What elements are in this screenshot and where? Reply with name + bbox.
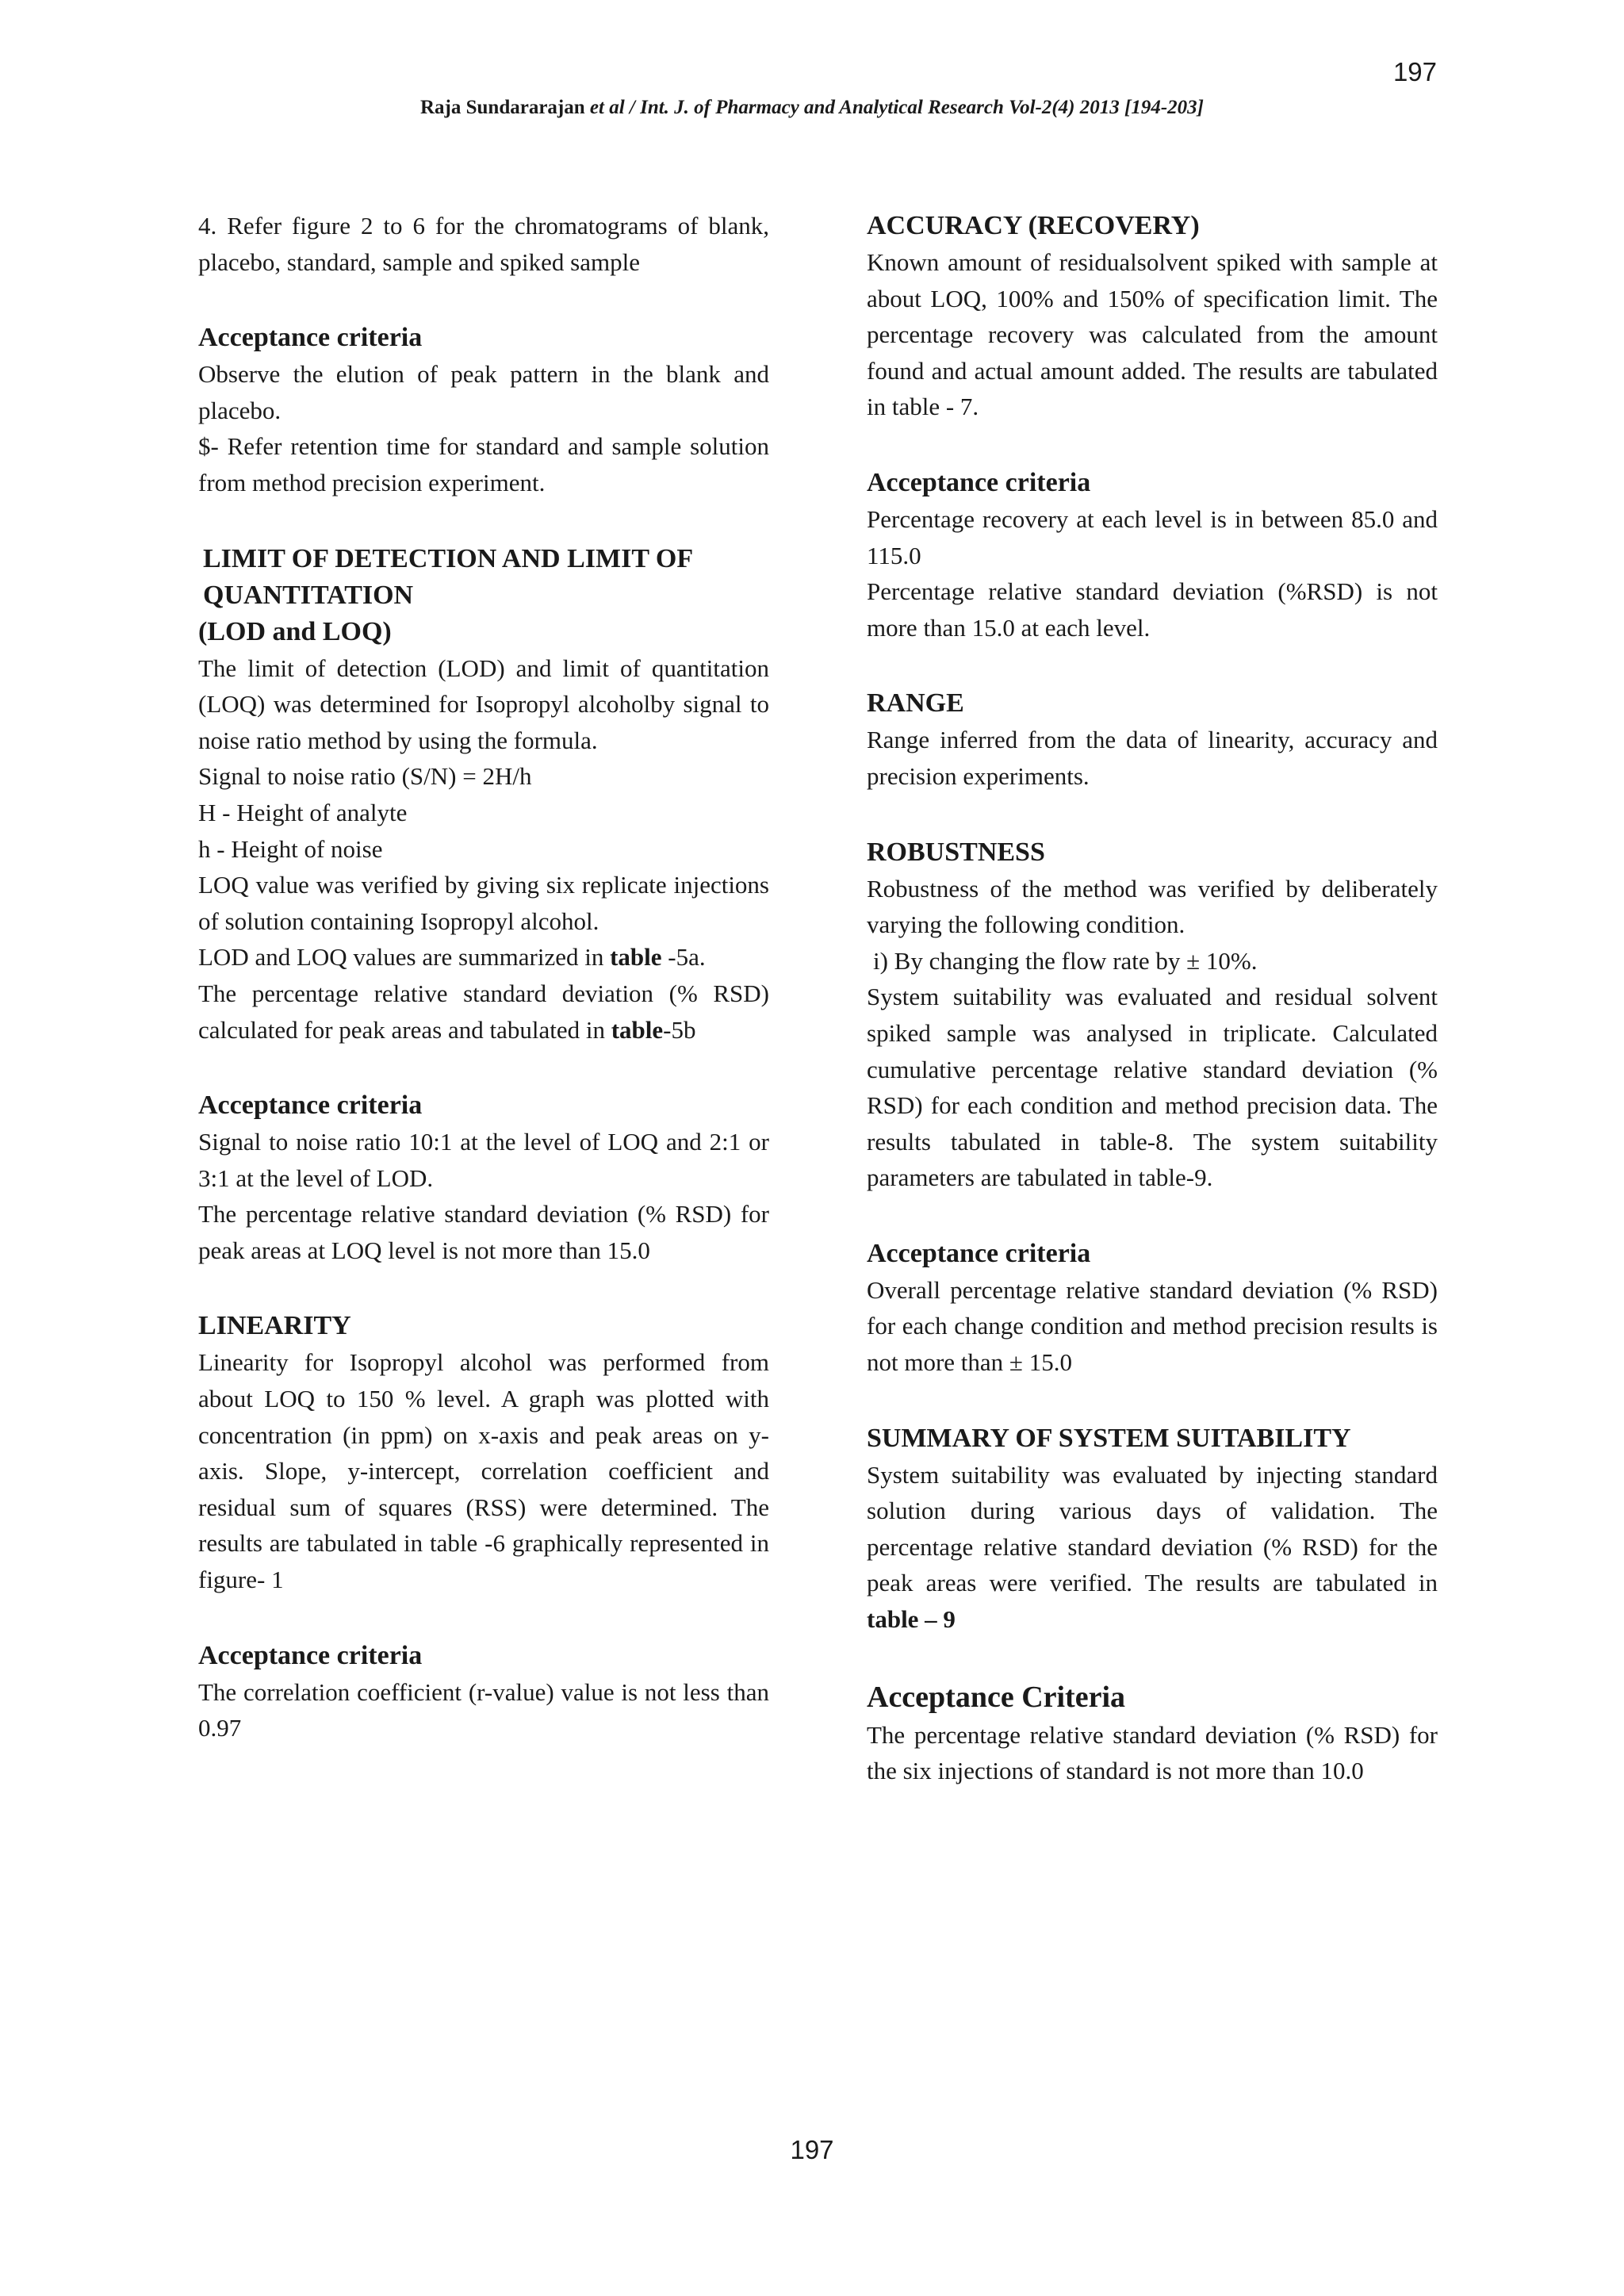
paragraph: The percentage relative standard deviation (% RSD) for peak areas at LOQ level is not more than 15.0	[198, 1200, 769, 1264]
section-heading: Acceptance criteria	[198, 323, 423, 353]
section-heading: Acceptance Criteria	[867, 1680, 1126, 1714]
paragraph: Known amount of residualsolvent spiked with sample at about LOQ, 100% and 150% of specification limit. The percentage recovery was calculated from the amount found and actual amount added. The results are tabulated in table - 7.	[867, 248, 1438, 421]
section-heading: QUANTITATION	[203, 580, 414, 610]
running-head-journal: et al / Int. J. of Pharmacy and Analytical Research	[589, 97, 1004, 118]
page-number-top: 197	[1392, 57, 1437, 86]
section-heading: ROBUSTNESS	[867, 837, 1045, 867]
paragraph: Range inferred from the data of linearity, accuracy and precision experiments.	[867, 726, 1438, 790]
section-heading: LIMIT OF DETECTION AND LIMIT OF	[203, 543, 694, 573]
left-column	[198, 208, 769, 1746]
section-heading: Acceptance criteria	[867, 467, 1091, 497]
paragraph: $- Refer retention time for standard and sample solution from method precision experiment.	[198, 432, 769, 496]
section-heading: RANGE	[867, 688, 964, 719]
paragraph: h - Height of noise	[198, 834, 383, 863]
paragraph: The percentage relative standard deviation (% RSD) calculated for peak areas and tabulated in table-5b	[198, 979, 769, 1044]
paragraph: System suitability was evaluated by injecting standard solution during various days of validation. The percentage relative standard deviation (% RSD) for the peak areas were verified. The results are tabulated in table – 9	[867, 1460, 1438, 1634]
paragraph: Linearity for Isopropyl alcohol was performed from about LOQ to 150 % level. A graph was plotted with concentration (in ppm) on x-axis and peak areas on y-axis. Slope, y-intercept, correlation coefficient and residual sum of squares (RSS) were determined. The results are tabulated in table -6 graphically represented in figure- 1	[198, 1348, 769, 1594]
page-number-bottom: 197	[790, 2135, 834, 2164]
section-heading: ACCURACY (RECOVERY)	[867, 211, 1200, 240]
paragraph: Overall percentage relative standard deviation (% RSD) for each change condition and method precision results is not more than ± 15.0	[867, 1275, 1438, 1377]
section-heading: (LOD and LOQ)	[198, 616, 392, 646]
section-heading: SUMMARY OF SYSTEM SUITABILITY	[867, 1423, 1351, 1453]
list-item: i) By changing the flow rate by ± 10%.	[873, 946, 1258, 975]
running-head	[0, 97, 1624, 119]
paragraph: LOD and LOQ values are summarized in table -5a.	[198, 943, 706, 972]
paragraph: The limit of detection (LOD) and limit of quantitation (LOQ) was determined for Isopropyl alcoholby signal to noise ratio method by using the formula.	[198, 654, 769, 754]
right-column	[867, 208, 1438, 1789]
paragraph: 4. Refer figure 2 to 6 for the chromatograms of blank, placebo, standard, sample and spiked sample	[198, 212, 769, 276]
paragraph: Percentage recovery at each level is in between 85.0 and 115.0	[867, 504, 1438, 569]
paragraph: Signal to noise ratio (S/N) = 2H/h	[198, 762, 532, 791]
section-heading: LINEARITY	[198, 1311, 351, 1341]
paragraph: Percentage relative standard deviation (%RSD) is not more than 15.0 at each level.	[867, 577, 1438, 642]
section-heading: Acceptance criteria	[198, 1640, 423, 1670]
paragraph: LOQ value was verified by giving six replicate injections of solution containing Isopropyl alcohol.	[198, 871, 769, 935]
section-heading: Acceptance criteria	[198, 1091, 423, 1121]
paragraph: Observe the elution of peak pattern in the blank and placebo.	[198, 360, 769, 424]
paragraph: Robustness of the method was verified by deliberately varying the following condition.	[867, 874, 1438, 939]
section-heading: Acceptance criteria	[867, 1238, 1091, 1268]
running-head-volume: Vol-2(4) 2013 [194-203]	[1003, 97, 1204, 118]
paragraph: Signal to noise ratio 10:1 at the level of LOQ and 2:1 or 3:1 at the level of LOD.	[198, 1128, 769, 1192]
paragraph: The percentage relative standard deviation (% RSD) for the six injections of standard is not more than 10.0	[867, 1720, 1438, 1785]
running-head-author: Raja Sundararajan	[420, 97, 585, 118]
paragraph: H - Height of analyte	[198, 798, 408, 826]
paragraph: System suitability was evaluated and residual solvent spiked sample was analysed in triplicate. Calculated cumulative percentage relative standard deviation (% RSD) for each condition and method precision data. The results tabulated in table-8. The system suitability parameters are tabulated in table-9.	[867, 983, 1438, 1192]
paragraph: The correlation coefficient (r-value) value is not less than 0.97	[198, 1677, 769, 1742]
